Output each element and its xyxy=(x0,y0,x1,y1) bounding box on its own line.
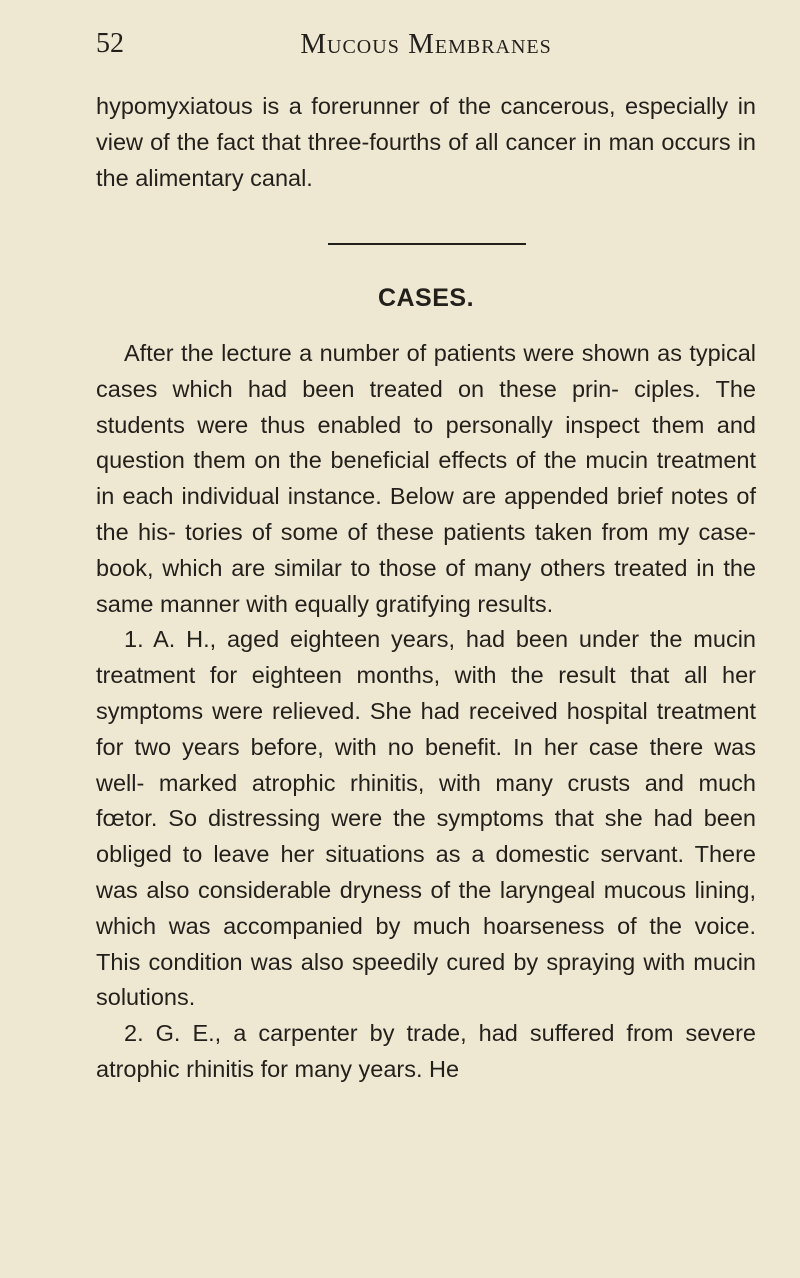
continued-paragraph-block xyxy=(96,89,756,196)
section-title: CASES. xyxy=(377,284,475,312)
page-number: 52 xyxy=(96,28,124,59)
section-divider xyxy=(328,243,526,245)
case-2-paragraph: 2. G. E., a carpenter by trade, had suffered from severe atrophic rhinitis for many years. He xyxy=(96,1020,756,1082)
running-head: Mucous Membranes xyxy=(300,28,552,60)
intro-paragraph: After the lecture a number of patients were shown as typical cases which had been treated on these prin- ciples. The students were thus enabled to personally inspect them and question them on the beneficial effects of the mucin treatment in each individual instance. Below are appended brief notes of the his- tories of some of these patients taken from my case- book, which are similar to those of many others treated in the same manner with equally gratifying results. xyxy=(96,340,756,617)
page-header xyxy=(96,28,756,72)
continued-paragraph: hypomyxiatous is a forerunner of the cancerous, especially in view of the fact that three-fourths of all cancer in man occurs in the alimentary canal. xyxy=(96,93,756,191)
case-1-paragraph: 1. A. H., aged eighteen years, had been under the mucin treatment for eighteen months, with the result that all her symptoms were relieved. She had received hospital treatment for two years before, with no benefit. In her case there was well- marked atrophic rhinitis, with many crusts and much fœtor. So distressing were the symptoms that she had been obliged to leave her situations as a domestic servant. There was also considerable dryness of the laryngeal mucous lining, which was accompanied by much hoarseness of the voice. This condition was also speedily cured by spraying with mucin solutions. xyxy=(96,626,756,1011)
cases-section-body xyxy=(96,336,756,1088)
